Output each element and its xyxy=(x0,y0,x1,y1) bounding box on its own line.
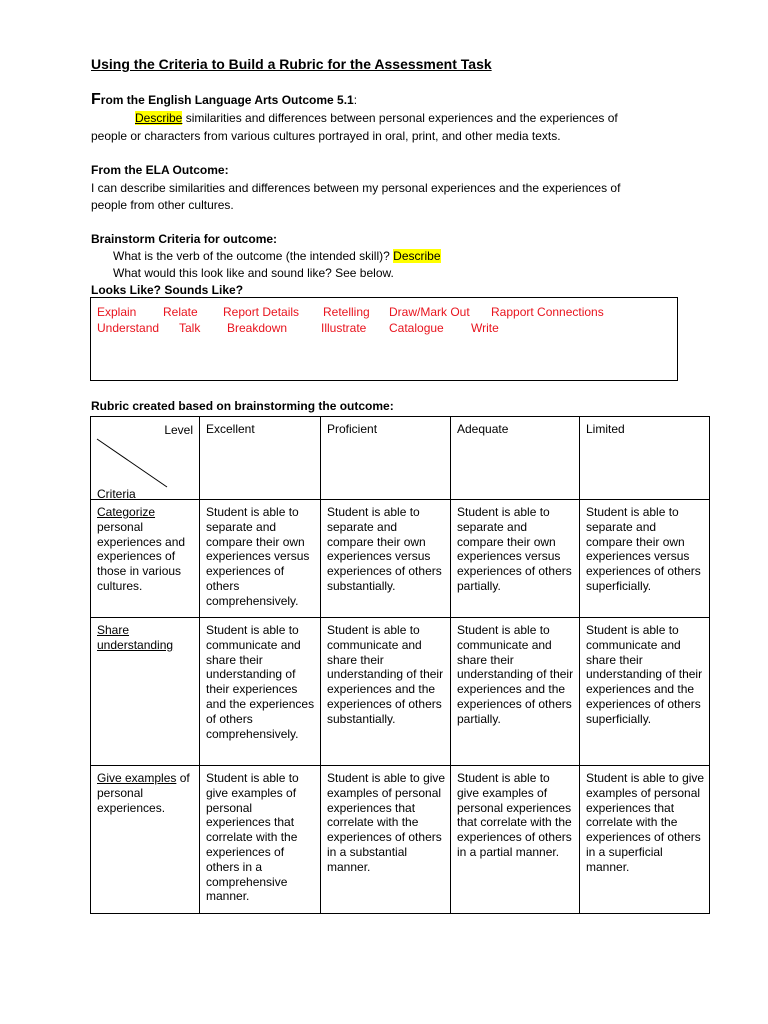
ela-text-line1: I can describe similarities and differences between my personal experiences and the experiences of xyxy=(91,181,621,195)
rubric-table xyxy=(90,416,710,914)
criterion-link[interactable]: Categorize xyxy=(97,505,156,519)
brainstorm-heading: Brainstorm Criteria for outcome: xyxy=(91,232,278,246)
criterion-link[interactable]: Give examples xyxy=(97,771,177,785)
describe-answer-highlight: Describe xyxy=(393,249,441,263)
rubric-row-categorize xyxy=(91,500,710,618)
outcome-text-line1 xyxy=(135,110,618,127)
rubric-cell: Student is able to communicate and share their understanding of their experiences and the experiences of others superficially. xyxy=(580,618,710,766)
level-label: Level xyxy=(164,423,193,437)
ela-heading: From the ELA Outcome: xyxy=(91,163,229,177)
looks-like-box xyxy=(90,297,678,381)
looks-like-word: Breakdown xyxy=(227,321,288,335)
outcome-text-line2: people or characters from various cultures portrayed in oral, print, and other media texts. xyxy=(91,129,561,143)
rubric-cell: Student is able to communicate and share their understanding of their experiences and the experiences of others partially. xyxy=(451,618,580,766)
criterion-cell xyxy=(91,618,200,766)
looks-like-word: Write xyxy=(471,321,499,335)
criterion-description: personal experiences and experiences of those in various cultures. xyxy=(97,519,186,593)
looks-like-row-1 xyxy=(97,304,604,320)
looks-like-word: Retelling xyxy=(323,305,370,319)
level-header-limited: Limited xyxy=(580,417,710,500)
looks-like-word: Explain xyxy=(97,305,137,319)
looks-like-word: Talk xyxy=(179,321,201,335)
rubric-cell: Student is able to separate and compare their own experiences versus experiences of others comprehensively. xyxy=(200,500,321,618)
brainstorm-question-1-text: What is the verb of the outcome (the intended skill)? xyxy=(113,249,394,263)
outcome-heading-text: rom the English Language Arts Outcome 5.1 xyxy=(100,93,354,107)
level-header-adequate: Adequate xyxy=(451,417,580,500)
rubric-cell: Student is able to separate and compare their own experiences versus experiences of others superficially. xyxy=(580,500,710,618)
criterion-link[interactable]: Share understanding xyxy=(97,623,174,652)
rubric-cell: Student is able to separate and compare their own experiences versus experiences of others partially. xyxy=(451,500,580,618)
criterion-cell xyxy=(91,500,200,618)
page-title: Using the Criteria to Build a Rubric for the Assessment Task xyxy=(91,56,492,72)
rubric-cell: Student is able to separate and compare their own experiences versus experiences of others substantially. xyxy=(321,500,451,618)
brainstorm-question-1 xyxy=(113,248,441,265)
looks-like-word: Report Details xyxy=(223,305,300,319)
rubric-cell: Student is able to give examples of personal experiences that correlate with the experiences of others in a superficial manner. xyxy=(580,766,710,914)
looks-like-word: Rapport Connections xyxy=(491,305,604,319)
rubric-header-row xyxy=(91,417,710,500)
rubric-cell: Student is able to give examples of personal experiences that correlate with the experiences of others in a comprehensive manner. xyxy=(200,766,321,914)
rubric-cell: Student is able to give examples of personal experiences that correlate with the experiences of others in a substantial manner. xyxy=(321,766,451,914)
looks-like-word: Draw/Mark Out xyxy=(389,305,470,319)
rubric-heading: Rubric created based on brainstorming the outcome: xyxy=(91,399,394,413)
looks-like-word: Catalogue xyxy=(389,321,444,335)
rubric-cell: Student is able to give examples of personal experiences that correlate with the experiences of others in a partial manner. xyxy=(451,766,580,914)
outcome-heading-colon: : xyxy=(353,93,358,107)
criteria-label: Criteria xyxy=(97,487,136,501)
brainstorm-question-2: What would this look like and sound like? See below. xyxy=(113,266,394,280)
looks-like-word: Understand xyxy=(97,321,160,335)
looks-like-word: Illustrate xyxy=(321,321,367,335)
outcome-text-line1-rest: similarities and differences between personal experiences and the experiences of xyxy=(182,111,618,125)
level-header-excellent: Excellent xyxy=(200,417,321,500)
rubric-cell: Student is able to communicate and share their understanding of their experiences and the experiences of others comprehensively. xyxy=(200,618,321,766)
outcome-heading xyxy=(91,91,357,109)
ela-text-line2: people from other cultures. xyxy=(91,198,234,212)
level-header-proficient: Proficient xyxy=(321,417,451,500)
looks-like-word: Relate xyxy=(163,305,198,319)
criterion-cell xyxy=(91,766,200,914)
looks-like-heading: Looks Like? Sounds Like? xyxy=(91,283,244,297)
criterion-description: of personal experiences. xyxy=(97,771,190,815)
rubric-corner-cell xyxy=(91,417,200,500)
rubric-row-give-examples xyxy=(91,766,710,914)
rubric-row-share-understanding xyxy=(91,618,710,766)
looks-like-row-2 xyxy=(97,320,499,336)
rubric-cell: Student is able to communicate and share their understanding of their experiences and the experiences of others substantially. xyxy=(321,618,451,766)
describe-highlight: Describe xyxy=(135,111,183,125)
outcome-heading-initial: F xyxy=(91,91,101,108)
